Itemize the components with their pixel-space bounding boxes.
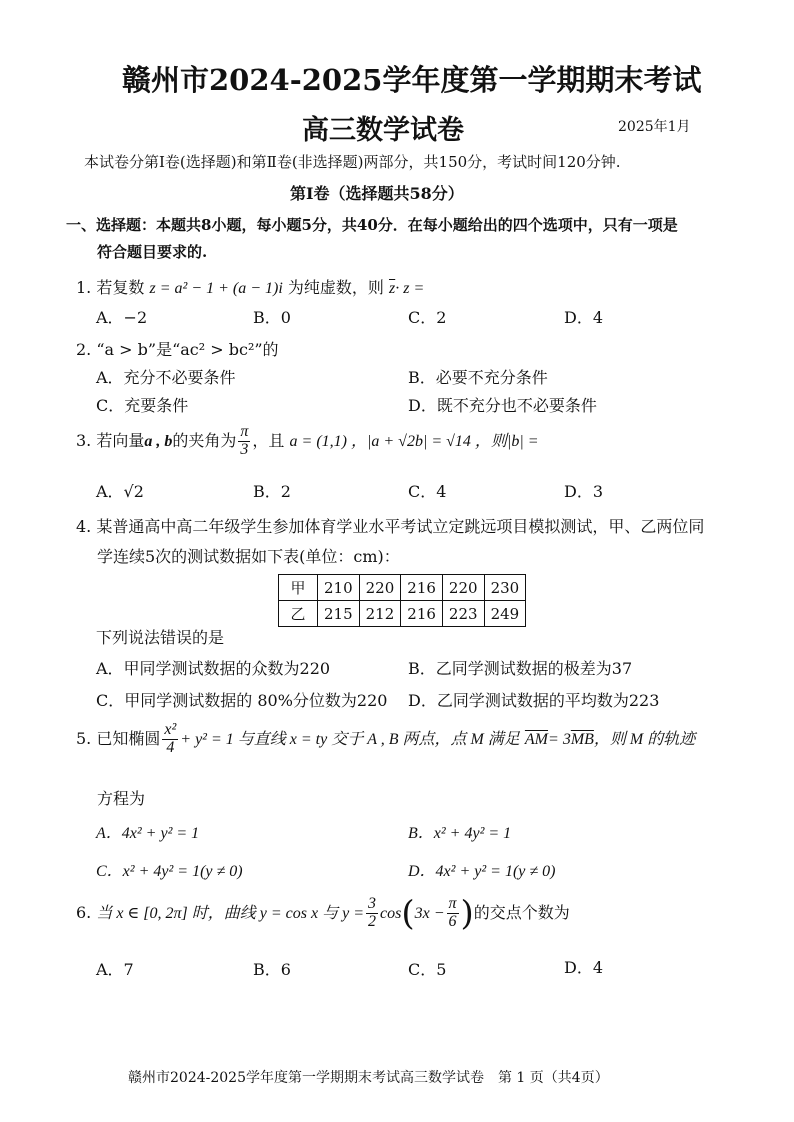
table-cell: 223 xyxy=(442,601,484,627)
vector-mb: $\overline{MB}$ xyxy=(570,730,594,748)
question-5-cont: 方程为 xyxy=(97,789,146,808)
question-1 xyxy=(76,275,424,298)
question-stem: ，且 xyxy=(252,430,285,450)
question-6 xyxy=(76,893,570,934)
question-number: 3. xyxy=(76,430,92,450)
question-2 xyxy=(76,337,279,360)
question-stem: 若向量 xyxy=(96,430,145,450)
paren-left: ( xyxy=(401,893,415,934)
q2-option-a: A．充分不必要条件 xyxy=(96,368,236,387)
question-4 xyxy=(76,514,704,537)
exam-title: 赣州市2024-2025学年度第一学期期末考试 xyxy=(122,63,702,97)
q6-option-a: A．7 xyxy=(96,960,134,979)
q3-option-a: A．√2 xyxy=(96,482,144,501)
question-formula: z = a² − 1 + (a − 1)i xyxy=(149,280,283,297)
q4-option-b: B．乙同学测试数据的极差为37 xyxy=(408,659,633,678)
fraction: $\frac{\text{x²}}{4}$ xyxy=(164,721,177,756)
exam-intro: 本试卷分第Ⅰ卷(选择题)和第Ⅱ卷(非选择题)两部分，共150分，考试时间120分钟. xyxy=(84,153,621,171)
question-stem: 的交点个数为 xyxy=(473,902,570,922)
q1-option-b: B．0 xyxy=(253,308,291,327)
question-number: 4. xyxy=(76,517,92,536)
exam-subtitle: 高三数学试卷 xyxy=(302,115,464,146)
question-stem: 某普通高中高二年级学生参加体育学业水平考试立定跳远项目模拟测试，甲、乙两位同 xyxy=(96,517,705,536)
question-number: 1. xyxy=(76,278,92,297)
score-table xyxy=(278,574,526,627)
q4-option-d: D．乙同学测试数据的平均数为223 xyxy=(408,691,660,710)
q2-option-c: C．充要条件 xyxy=(96,396,189,415)
question-number: 2. xyxy=(76,340,92,359)
paren-right: ) xyxy=(460,893,474,934)
question-4-cont: 学连续5次的测试数据如下表(单位：cm)： xyxy=(97,547,400,566)
q6-option-c: C．5 xyxy=(408,960,447,979)
question-stem: 若复数 xyxy=(96,278,145,297)
fraction: $\frac{3}{2}$ xyxy=(368,895,377,930)
question-number: 6. xyxy=(76,902,92,922)
q2-option-d: D．既不充分也不必要条件 xyxy=(408,396,597,415)
table-row xyxy=(279,601,526,627)
q5-option-c: C．x² + 4y² = 1(y ≠ 0) xyxy=(96,863,243,880)
question-formula: = 3 xyxy=(548,730,571,748)
q4-prompt: 下列说法错误的是 xyxy=(96,628,225,647)
question-stem: 已知椭圆 xyxy=(96,728,161,748)
question-formula: a = (1,1) ，|a + √2b| = √14 ，则|b| = xyxy=(289,432,539,450)
q3-option-c: C．4 xyxy=(408,482,447,501)
table-cell: 212 xyxy=(359,601,401,627)
table-cell: 甲 xyxy=(279,575,318,601)
table-cell: 216 xyxy=(401,601,443,627)
q6-option-d: D．4 xyxy=(564,958,604,977)
conjugate-z: $\overline{z}$ xyxy=(388,280,396,297)
q5-option-d: D．4x² + y² = 1(y ≠ 0) xyxy=(408,863,556,880)
question-stem: “a > b”是“ac² > bc²”的 xyxy=(96,340,279,359)
fraction: $\frac{\pi}{3}$ xyxy=(240,423,249,458)
q1-option-c: C．2 xyxy=(408,308,447,327)
question-stem: 当 x ∈ [0, 2π] 时，曲线 y = cos x 与 y = xyxy=(96,904,365,922)
q2-option-b: B．必要不充分条件 xyxy=(408,368,548,387)
question-number: 5. xyxy=(76,728,92,748)
table-cell: 216 xyxy=(401,575,443,601)
page-footer: 赣州市2024-2025学年度第一学期期末考试高三数学试卷 第 1 页（共4页） xyxy=(128,1070,609,1086)
table-cell: 210 xyxy=(318,575,360,601)
table-cell: 215 xyxy=(318,601,360,627)
q5-option-b: B．x² + 4y² = 1 xyxy=(408,825,512,842)
q6-option-b: B．6 xyxy=(253,960,291,979)
q3-option-d: D．3 xyxy=(564,482,604,501)
question-formula: · z = xyxy=(395,280,425,297)
question-formula: cos xyxy=(380,904,402,922)
question-stem: 为纯虚数，则 xyxy=(287,278,384,297)
q5-option-a: A．4x² + y² = 1 xyxy=(96,825,200,842)
question-formula: 3x − xyxy=(414,904,445,922)
q4-option-a: A．甲同学测试数据的众数为220 xyxy=(96,659,331,678)
table-cell: 230 xyxy=(484,575,526,601)
exam-date: 2025年1月 xyxy=(618,119,691,135)
q1-option-d: D．4 xyxy=(564,308,604,327)
table-cell: 220 xyxy=(359,575,401,601)
table-cell: 乙 xyxy=(279,601,318,627)
vector-am: $\overline{AM}$ xyxy=(524,730,549,748)
section1-instructions-cont: 符合题目要求的. xyxy=(97,243,208,261)
section1-instructions: 一、选择题：本题共8小题，每小题5分，共40分．在每小题给出的四个选项中，只有一项是 xyxy=(66,216,678,234)
question-3 xyxy=(76,424,539,459)
q4-option-c: C．甲同学测试数据的 80%分位数为220 xyxy=(96,691,388,710)
question-formula: a , b xyxy=(144,432,173,450)
question-stem: 的夹角为 xyxy=(172,430,237,450)
table-row xyxy=(279,575,526,601)
question-formula: ，则 M 的轨迹 xyxy=(593,730,696,748)
part-title: 第Ⅰ卷（选择题共58分） xyxy=(290,184,464,203)
fraction: $\frac{\pi}{6}$ xyxy=(448,895,457,930)
table-cell: 220 xyxy=(442,575,484,601)
table-cell: 249 xyxy=(484,601,526,627)
q3-option-b: B．2 xyxy=(253,482,291,501)
question-5 xyxy=(76,722,695,757)
question-formula: + y² = 1 与直线 x = ty 交于 A , B 两点，点 M 满足 xyxy=(180,730,520,748)
q1-option-a: A．−2 xyxy=(96,308,148,327)
